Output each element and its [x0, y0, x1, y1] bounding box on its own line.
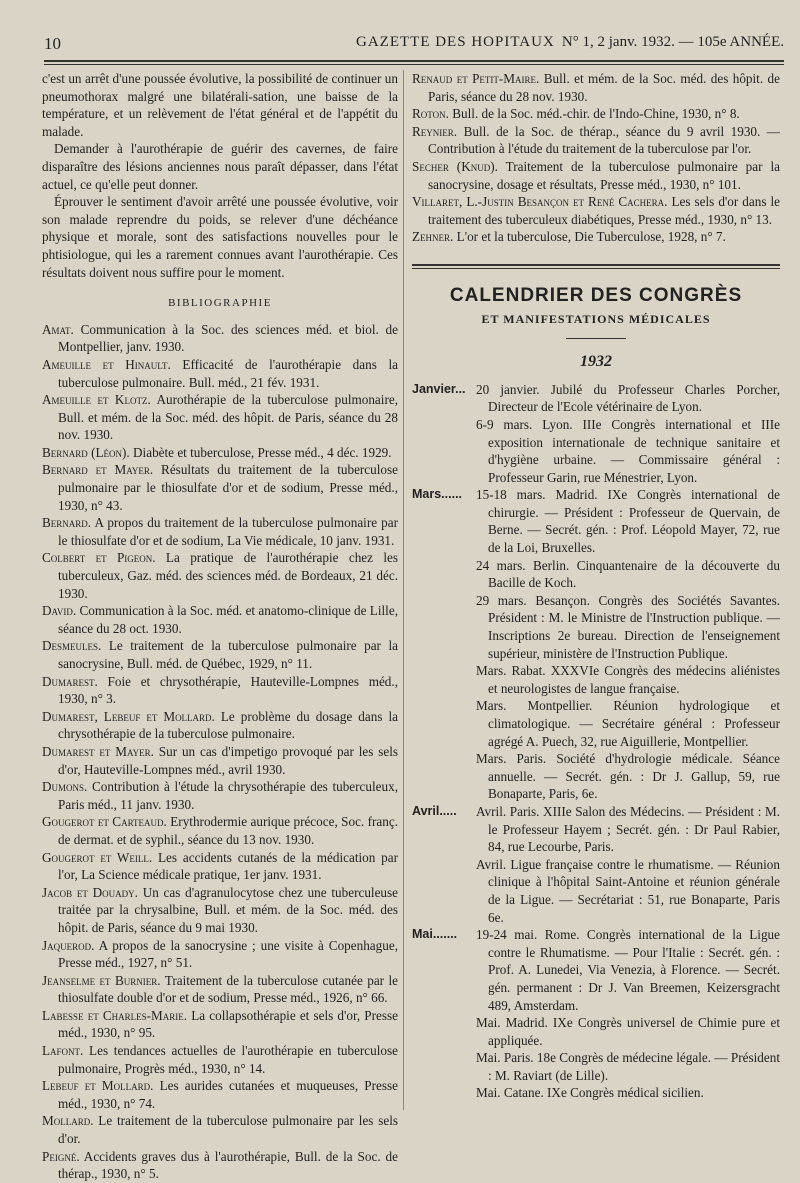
paragraph: Demander à l'aurothérapie de guérir des cavernes, de faire disparaître des lésions anciennes nous paraît dépasser, dans l'état actuel, ce qu'elle peut donner. — [42, 141, 398, 192]
page-header — [44, 28, 784, 62]
calendar-year: 1932 — [580, 353, 612, 371]
calendar-month-label: Mai....... — [412, 927, 458, 942]
bibliography-text: La pratique de l'aurothérapie chez les tuberculeux, Gaz. méd. des sciences méd. de Bordeaux, 21 déc. 1930. — [58, 550, 398, 601]
calendar-event: Mai. Catane. IXe Congrès médical sicilien. — [476, 1085, 704, 1101]
bibliography-entry — [412, 193, 780, 228]
bibliography-text: Bull. et mém. de la Soc. méd. des hôpit. de Paris, séance du 28 nov. 1930. — [428, 71, 780, 104]
bibliography-author: Villaret, L.-Justin Besançon et René Cachera. — [412, 194, 668, 210]
bibliography-entry — [42, 1042, 398, 1077]
calendar-rule — [566, 338, 626, 339]
bibliography-author: Roton. — [412, 106, 449, 122]
bibliography-text: Diabète et tuberculose, Presse méd., 4 déc. 1929. — [129, 444, 392, 460]
page-number: 10 — [44, 34, 61, 53]
bibliography-text: Le traitement de la tuberculose pulmonaire par la sanocrysine, Bull. méd. de Québec, 1929, n° 11. — [58, 638, 398, 671]
header-rule — [44, 60, 784, 62]
bibliography-author: Mollard. — [42, 1113, 94, 1129]
calendar-month-block — [412, 486, 780, 803]
bibliography-author: Bernard. — [42, 515, 92, 531]
calendar-event: 29 mars. Besançon. Congrès des Sociétés Savantes. Président : M. le Ministre de l'Instruction publique. — Inscriptions 2e bureau. Direction de l'enseignement supérieur, ministère de l'Instruction Publique. — [476, 592, 780, 661]
calendar-event: 6-9 mars. Lyon. IIIe Congrès international et IIIe exposition internationale de technique sanitaire et d'hygiène urbaine. — Commissaire général : Professeur Garin, rue Ménestrier, Lyon. — [476, 416, 780, 485]
calendar-event: Mai. Paris. 18e Congrès de médecine légale. — Président : M. Raviart (de Lille). — [476, 1050, 780, 1083]
bibliography-entry — [42, 813, 398, 848]
bibliography-author: Amat. — [42, 321, 74, 337]
bibliography-list — [42, 321, 398, 1183]
calendar-event: Mars. Montpellier. Réunion hydrologique et climatologique. — Secrétaire général : Professeur agrégé A. Puech, 32, rue Aiguillerie, Montpellier. — [476, 698, 780, 749]
bibliography-text: Les sels d'or dans le traitement des tuberculeux diabétiques, Presse méd., 1930, n° 13. — [428, 194, 780, 227]
column-separator — [403, 70, 404, 1110]
calendar-month-block — [412, 381, 780, 487]
bibliography-author: Peigné. — [42, 1148, 80, 1164]
bibliography-entry — [42, 778, 398, 813]
bibliography-entry — [42, 391, 398, 444]
section-rule-thin — [412, 268, 780, 269]
left-column — [42, 70, 398, 1183]
right-column — [412, 70, 780, 1102]
bibliography-entry — [42, 1148, 398, 1183]
calendar-subtitle: ET MANIFESTATIONS MÉDICALES — [481, 311, 711, 326]
bibliography-entry — [42, 849, 398, 884]
bibliography-author: Colbert et Pigeon. — [42, 550, 156, 566]
bibliography-text: La collapsothérapie et sels d'or, Presse méd., 1930, n° 95. — [58, 1007, 398, 1041]
calendar-event: 20 janvier. Jubilé du Professeur Charles Porcher, Directeur de l'Ecole vétérinaire de Lyon. — [476, 381, 780, 415]
calendar-event: Mai. Madrid. IXe Congrès universel de Chimie pure et appliquée. — [476, 1015, 780, 1048]
bibliography-author: Dumons. — [42, 779, 88, 795]
bibliography-text: Foie et chrysothérapie, Hauteville-Lompnes méd., 1930, n° 3. — [58, 673, 398, 707]
bibliography-entry — [42, 884, 398, 937]
bibliography-text: Le traitement de la tuberculose pulmonaire par les sels d'or. — [58, 1113, 398, 1147]
bibliography-text: Les aurides cutanées et muqueuses, Presse méd., 1930, n° 74. — [58, 1078, 398, 1111]
bibliography-text: Efficacité de l'aurothérapie dans la tuberculose pulmonaire. Bull. méd., 21 fév. 1931. — [58, 356, 398, 390]
bibliography-author: Jaquerod. — [42, 937, 95, 953]
bibliography-entry — [42, 1077, 398, 1112]
bibliography-author: Jacob et Douady. — [42, 884, 138, 900]
calendar-month-block — [412, 926, 780, 1102]
bibliography-text: A propos de la sanocrysine ; une visite à Copenhague, Presse méd., 1927, n° 51. — [58, 937, 398, 971]
bibliography-heading: BIBLIOGRAPHIE — [168, 297, 272, 310]
bibliography-author: David. — [42, 603, 77, 619]
bibliography-author: Reynier. — [412, 123, 458, 139]
bibliography-entry — [42, 549, 398, 602]
header-rule-thin — [44, 64, 784, 65]
bibliography-text: Contribution à l'étude la chrysothérapie des tuberculeux, Paris méd., 11 janv. 1930. — [58, 779, 398, 812]
bibliography-author: Jeanselme et Burnier. — [42, 972, 161, 988]
bibliography-author: Desmeules. — [42, 638, 102, 654]
calendar-month-label: Avril..... — [412, 803, 457, 818]
calendar-event: 15-18 mars. Madrid. IXe Congrès international de chirurgie. — Président : Professeur de Quervain, de Berne. — Secrét. gén. : Prof. Léopold Mayer, 72, rue de la Loi, Bruxelles. — [476, 487, 780, 556]
bibliography-list-continued — [412, 70, 780, 246]
calendar-event: Avril. Paris. XIIIe Salon des Médecins. — Président : M. le Professeur Hayem ; Secrét. gén. : Dr Paul Rabier, 84, rue Lecourbe, Paris. — [476, 803, 780, 855]
issue-info: N° 1, 2 janv. 1932. — 105e ANNÉE. — [561, 34, 784, 50]
bibliography-text: Traitement de la tuberculose pulmonaire par la sanocrysine, dosage et résultats, Presse méd., 1930, n° 101. — [428, 158, 780, 192]
bibliography-text: Sur un cas d'impetigo provoqué par les sels d'or, Hauteville-Lompnes méd., avril 1930. — [58, 743, 398, 777]
bibliography-author: Dumarest, Lebeuf et Mollard. — [42, 708, 215, 724]
bibliography-entry — [42, 602, 398, 637]
bibliography-entry — [42, 972, 398, 1007]
bibliography-entry — [42, 673, 398, 708]
bibliography-text: Les tendances actuelles de l'aurothérapie en tuberculose pulmonaire, Progrès méd., 1930, n° 14. — [58, 1043, 398, 1076]
bibliography-entry — [412, 70, 780, 105]
bibliography-text: Bull. de la Soc. de thérap., séance du 9 avril 1930. — Contribution à l'étude du traitement de la tuberculose par l'or. — [428, 123, 780, 157]
bibliography-entry — [42, 514, 398, 549]
bibliography-author: Ameuille et Hinault. — [42, 356, 171, 372]
bibliography-author: Gougerot et Carteaud. — [42, 814, 167, 830]
bibliography-text: Un cas d'agranulocytose chez une tuberculeuse traitée par la chrysalbine, Bull. et mém. de la Soc. méd. des hôpit. de Paris, séance du 9 mai 1930. — [58, 884, 399, 935]
bibliography-text: Erythrodermie aurique précoce, Soc. franç. de dermat. et de syphil., séance du 13 nov. 1930. — [58, 814, 398, 847]
bibliography-entry — [42, 356, 398, 391]
calendar-events — [476, 803, 780, 926]
bibliography-author: Dumarest et Mayer. — [42, 743, 154, 759]
bibliography-entry — [42, 321, 398, 356]
bibliography-author: Bernard et Mayer. — [42, 462, 154, 478]
bibliography-entry — [42, 743, 398, 778]
calendar-events — [476, 381, 780, 487]
bibliography-entry — [42, 708, 398, 743]
bibliography-entry — [412, 105, 780, 123]
bibliography-entry — [42, 637, 398, 672]
calendar-events — [476, 486, 780, 803]
calendar-event: 19-24 mai. Rome. Congrès international de la Ligue contre le Rhumatisme. — Pour l'Italie : Secrét. gén. : Prof. A. Lunedei, Via Venezia, à Florence. — Secrét. gén. permanent : Dr J. Van Breemen, Keizersgracht 489, Amsterdam. — [476, 927, 780, 1013]
calendar-event: Avril. Ligue française contre le rhumatisme. — Réunion clinique à l'hôpital Saint-Antoine et réunion générale de la Ligue. — Secrétariat : 51, rue Bonaparte, Paris 6e. — [476, 856, 780, 925]
bibliography-entry — [412, 228, 780, 246]
paragraph: Éprouver le sentiment d'avoir arrêté une poussée évolutive, voir son malade reprendre du poids, se relever d'une déchéance physique et morale, sont des satisfactions nouvelles pour le phtisiologue, qui les a rarement connues avant l'aurothérapie. Ces résultats doivent nous suffire pour le moment. — [42, 194, 398, 280]
bibliography-text: Les accidents cutanés de la médication par l'or, La Science médicale pratique, 1er janv. 1931. — [58, 849, 398, 883]
calendar-event: Mars. Rabat. XXXVIe Congrès des médecins aliénistes et neurologistes de langue française. — [476, 663, 780, 696]
journal-title: GAZETTE DES HOPITAUX — [356, 34, 555, 50]
bibliography-text: Le problème du dosage dans la chrysothérapie de la tuberculose pulmonaire. — [58, 708, 398, 742]
calendar-month-label: Mars...... — [412, 487, 463, 502]
bibliography-author: Lafont. — [42, 1043, 84, 1059]
bibliography-entry — [42, 1007, 398, 1042]
calendar-title: CALENDRIER DES CONGRÈS — [449, 284, 743, 306]
bibliography-author: Gougerot et Weill. — [42, 849, 153, 865]
bibliography-entry — [42, 1112, 398, 1147]
calendar-events — [476, 926, 780, 1102]
bibliography-author: Ameuille et Klotz. — [42, 392, 151, 408]
bibliography-author: Zehner. — [412, 229, 454, 245]
calendar-month-label: Janvier... — [412, 381, 466, 396]
bibliography-author: Dumarest. — [42, 673, 98, 689]
section-rule — [412, 264, 780, 266]
bibliography-author: Labesse et Charles-Marie. — [42, 1007, 188, 1023]
bibliography-text: A propos du traitement de la tuberculose pulmonaire par le thiosulfate d'or et de sodium, La Vie médicale, 10 janv. 1931. — [58, 515, 398, 548]
bibliography-text: L'or et la tuberculose, Die Tuberculose, 1928, n° 7. — [453, 229, 726, 245]
bibliography-text: Communication à la Soc. méd. et anatomo-clinique de Lille, séance du 28 oct. 1930. — [58, 603, 398, 636]
bibliography-entry — [42, 461, 398, 514]
bibliography-text: Accidents graves dus à l'aurothérapie, Bull. de la Soc. de thérap., 1930, n° 5. — [58, 1148, 398, 1182]
bibliography-text: Traitement de la tuberculose cutanée par le thiosulfate double d'or et de sodium, Presse méd., 1926, n° 66. — [58, 972, 398, 1006]
bibliography-entry — [42, 937, 398, 972]
paragraph: c'est un arrêt d'une poussée évolutive, la possibilité de continuer un pneumothorax malgré une bilatérali-sation, une baisse de la température, et un relèvement de l'état général et de l'appétit du malade. — [42, 71, 398, 139]
calendar-event: 24 mars. Berlin. Cinquantenaire de la découverte du Bacille de Koch. — [476, 557, 780, 591]
bibliography-text: Résultats du traitement de la tuberculose pulmonaire par le thiosulfate d'or et de sodium, Presse méd., 1930, n° 43. — [58, 462, 398, 513]
bibliography-entry — [412, 158, 780, 193]
bibliography-text: Communication à la Soc. des sciences méd. et biol. de Montpellier, janv. 1930. — [58, 321, 398, 355]
bibliography-author: Lebeuf et Mollard. — [42, 1078, 154, 1094]
bibliography-author: Renaud et Petit-Maire. — [412, 71, 540, 86]
calendar-month-block — [412, 803, 780, 926]
bibliography-entry — [42, 444, 398, 462]
bibliography-author: Bernard (Léon). — [42, 444, 130, 460]
bibliography-entry — [412, 123, 780, 158]
calendar-list — [412, 381, 780, 1102]
calendar-event: Mars. Paris. Société d'hydrologie médicale. Séance annuelle. — Secrét. gén. : Dr J. Gallup, 59, rue Bonaparte, Paris, 6e. — [476, 751, 780, 802]
bibliography-text: Bull. de la Soc. méd.-chir. de l'Indo-Chine, 1930, n° 8. — [448, 106, 740, 122]
bibliography-author: Secher (Knud). — [412, 158, 498, 174]
bibliography-text: Aurothérapie de la tuberculose pulmonaire, Bull. et mém. de la Soc. méd. des hôpit. de Paris, séance du 28 nov. 1930. — [58, 392, 398, 443]
